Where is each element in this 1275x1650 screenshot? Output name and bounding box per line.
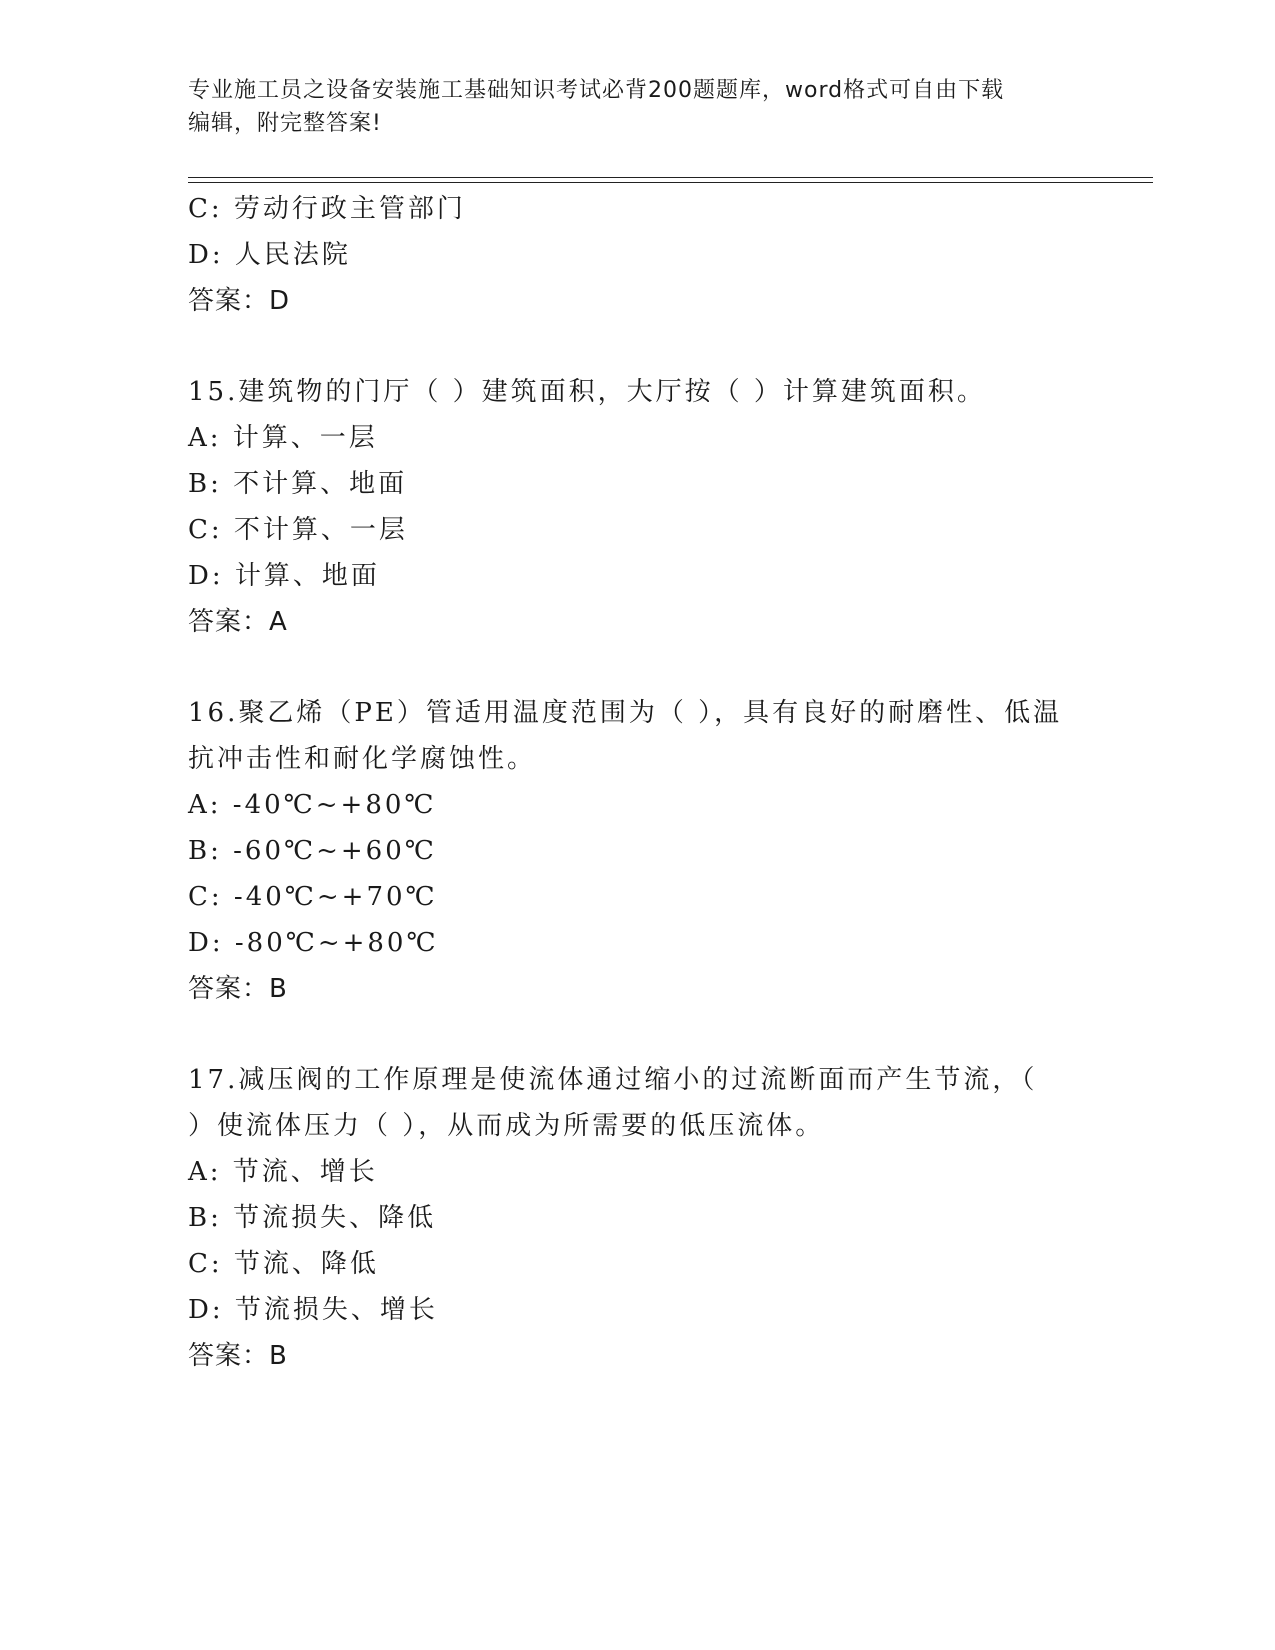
option-d: D: -80℃~+80℃ — [188, 928, 439, 958]
header-divider-top — [188, 177, 1153, 178]
question-spacer — [188, 645, 1088, 690]
option-d: D: 人民法院 — [188, 240, 351, 270]
question-block-17 — [188, 1057, 1088, 1379]
header-title-line-2: 编辑，附完整答案! — [188, 111, 382, 136]
document-header — [188, 74, 1068, 140]
question-spacer — [188, 1012, 1088, 1057]
question-spacer — [188, 324, 1088, 369]
option-b: B: 不计算、地面 — [188, 469, 408, 499]
question-block-15 — [188, 369, 1088, 645]
option-a: A: 节流、增长 — [188, 1157, 378, 1187]
option-a: A: -40℃~+80℃ — [188, 790, 437, 820]
question-block-16 — [188, 690, 1088, 1012]
option-d: D: 节流损失、增长 — [188, 1295, 438, 1325]
header-title-line-1: 专业施工员之设备安装施工基础知识考试必背200题题库，word格式可自由下载 — [188, 78, 1005, 103]
question-stem: 16.聚乙烯（PE）管适用温度范围为（ ），具有良好的耐磨性、低温 — [188, 698, 1063, 728]
option-b: B: 节流损失、降低 — [188, 1203, 437, 1233]
question-content — [188, 186, 1088, 1379]
option-b: B: -60℃~+60℃ — [188, 836, 437, 866]
answer-line: 答案：B — [188, 974, 288, 1004]
question-block-14-continued — [188, 186, 1088, 324]
option-d: D: 计算、地面 — [188, 561, 380, 591]
option-c: C: 不计算、一层 — [188, 515, 408, 545]
option-c: C: 劳动行政主管部门 — [188, 194, 466, 224]
question-stem-continued: ）使流体压力（ ），从而成为所需要的低压流体。 — [188, 1111, 825, 1141]
answer-line: 答案：A — [188, 607, 288, 637]
question-stem-continued: 抗冲击性和耐化学腐蚀性。 — [188, 744, 537, 774]
option-c: C: 节流、降低 — [188, 1249, 379, 1279]
header-divider-bottom — [188, 182, 1153, 183]
option-a: A: 计算、一层 — [188, 423, 378, 453]
question-stem: 17.减压阀的工作原理是使流体通过缩小的过流断面而产生节流，（ — [188, 1065, 1038, 1095]
answer-line: 答案：D — [188, 286, 291, 316]
option-c: C: -40℃~+70℃ — [188, 882, 438, 912]
answer-line: 答案：B — [188, 1341, 288, 1371]
question-stem: 15.建筑物的门厅（ ）建筑面积，大厅按（ ）计算建筑面积。 — [188, 377, 986, 407]
